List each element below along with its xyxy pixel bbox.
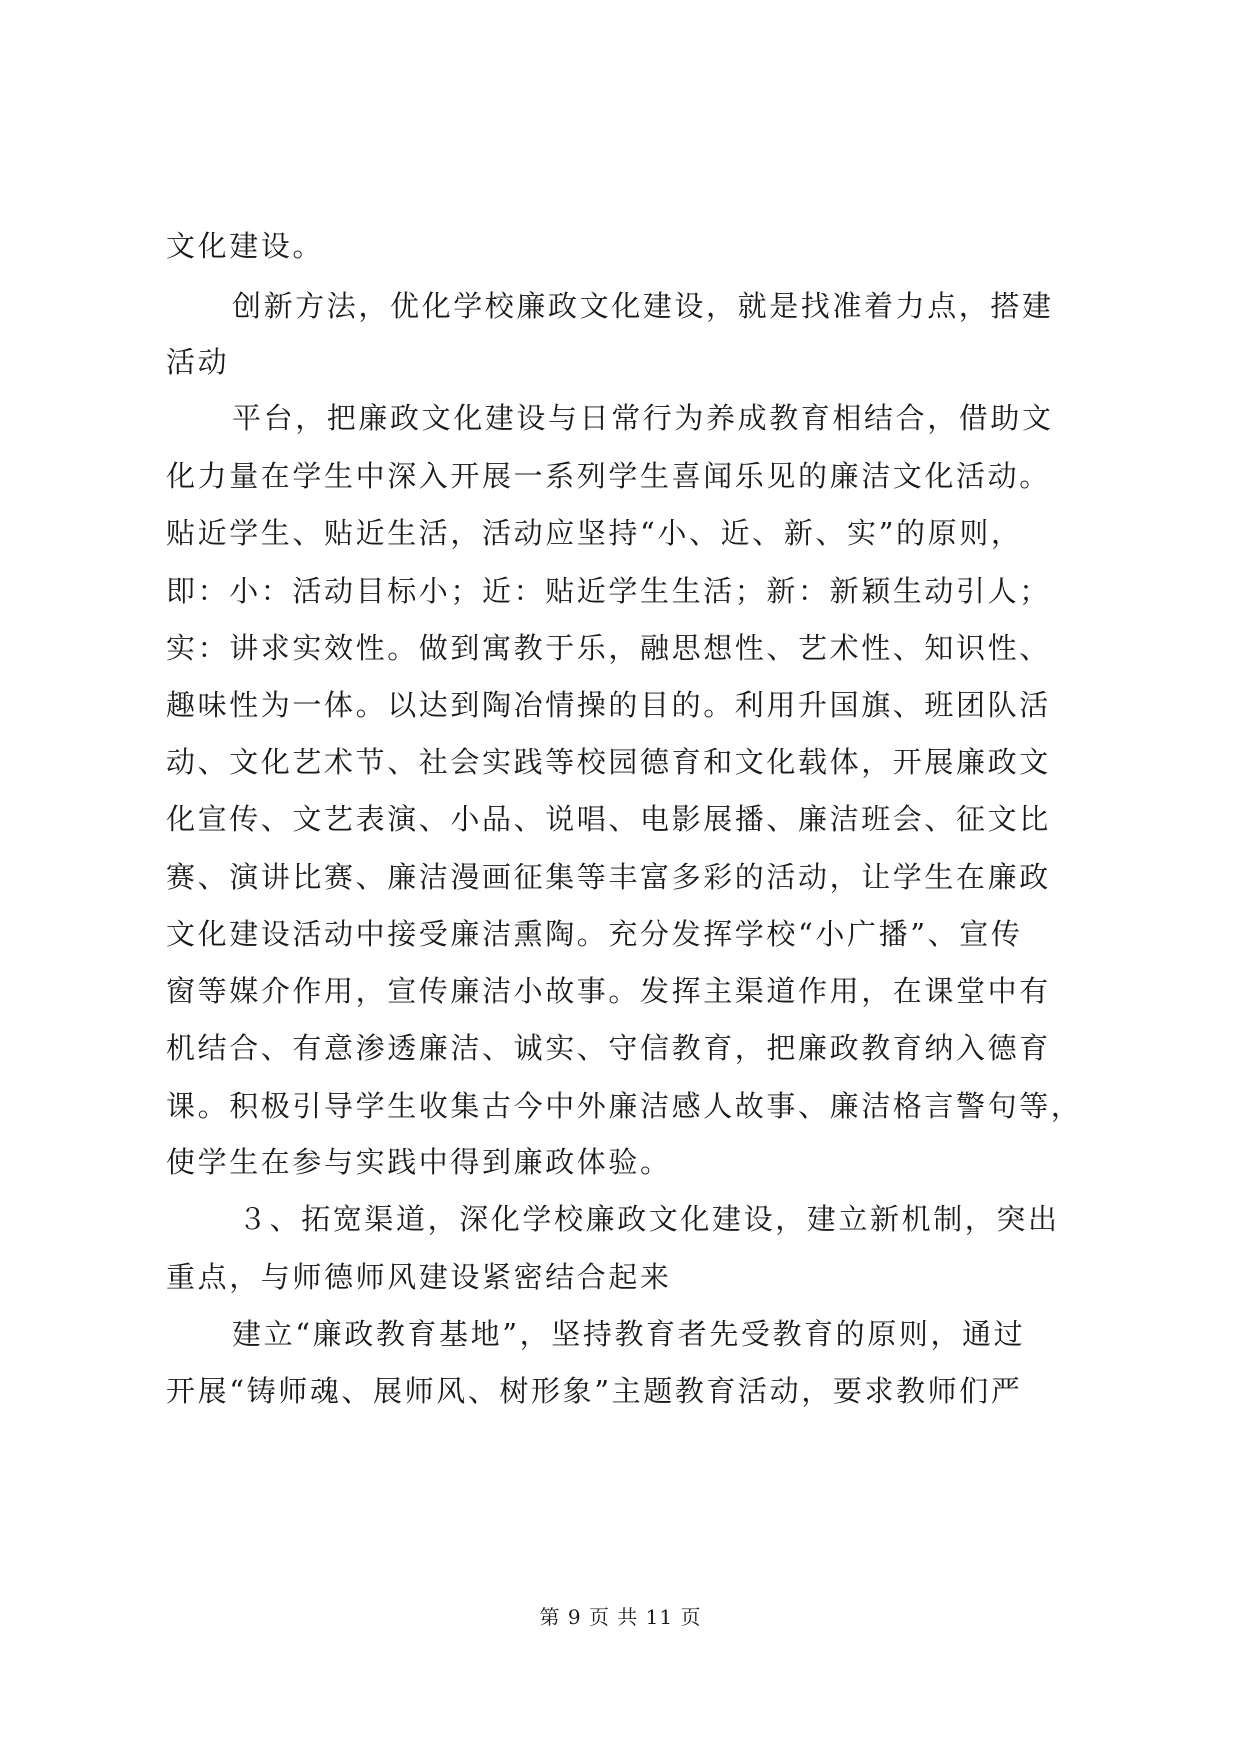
text-line: 建立“廉政教育基地”，坚持教育者先受教育的原则，通过 bbox=[232, 1317, 1026, 1351]
text-line: 开展“铸师魂、展师风、树形象”主题教育活动，要求教师们严 bbox=[166, 1374, 1023, 1408]
text-line: 化力量在学生中深入开展一系列学生喜闻乐见的廉洁文化活动。 bbox=[166, 459, 1051, 493]
text-line: 文化建设活动中接受廉洁熏陶。充分发挥学校“小广播”、宣传 bbox=[166, 917, 1023, 951]
page-number-footer: 第 9 页 共 11 页 bbox=[539, 1605, 702, 1629]
text-line: 重点，与师德师风建设紧密结合起来 bbox=[166, 1260, 672, 1294]
text-line: 文化建设。 bbox=[166, 229, 325, 263]
text-line: 活动 bbox=[166, 345, 230, 379]
text-line: 使学生在参与实践中得到廉政体验。 bbox=[166, 1145, 672, 1179]
text-line: 实：讲求实效性。做到寓教于乐，融思想性、艺术性、知识性、 bbox=[166, 631, 1051, 665]
text-line: 动、文化艺术节、社会实践等校园德育和文化载体，开展廉政文 bbox=[166, 745, 1051, 779]
text-line: 机结合、有意渗透廉洁、诚实、守信教育，把廉政教育纳入德育 bbox=[166, 1031, 1051, 1065]
text-line: 贴近学生、贴近生活，活动应坚持“小、近、新、实”的原则， bbox=[166, 516, 1023, 550]
text-line: 化宣传、文艺表演、小品、说唱、电影展播、廉洁班会、征文比 bbox=[166, 802, 1051, 836]
text-line: 窗等媒介作用，宣传廉洁小故事。发挥主渠道作用，在课堂中有 bbox=[166, 974, 1051, 1008]
text-line: 趣味性为一体。以达到陶冶情操的目的。利用升国旗、班团队活 bbox=[166, 688, 1051, 722]
text-line: ３、拓宽渠道，深化学校廉政文化建设，建立新机制，突出 bbox=[238, 1202, 1060, 1236]
text-line: 赛、演讲比赛、廉洁漫画征集等丰富多彩的活动，让学生在廉政 bbox=[166, 860, 1051, 894]
text-line: 创新方法，优化学校廉政文化建设，就是找准着力点，搭建 bbox=[232, 289, 1054, 323]
text-line: 即：小：活动目标小；近：贴近学生生活；新：新颖生动引人； bbox=[166, 574, 1051, 608]
text-line: 课。积极引导学生收集古今中外廉洁感人故事、廉洁格言警句等， bbox=[166, 1089, 1083, 1123]
text-line: 平台，把廉政文化建设与日常行为养成教育相结合，借助文 bbox=[232, 401, 1054, 435]
